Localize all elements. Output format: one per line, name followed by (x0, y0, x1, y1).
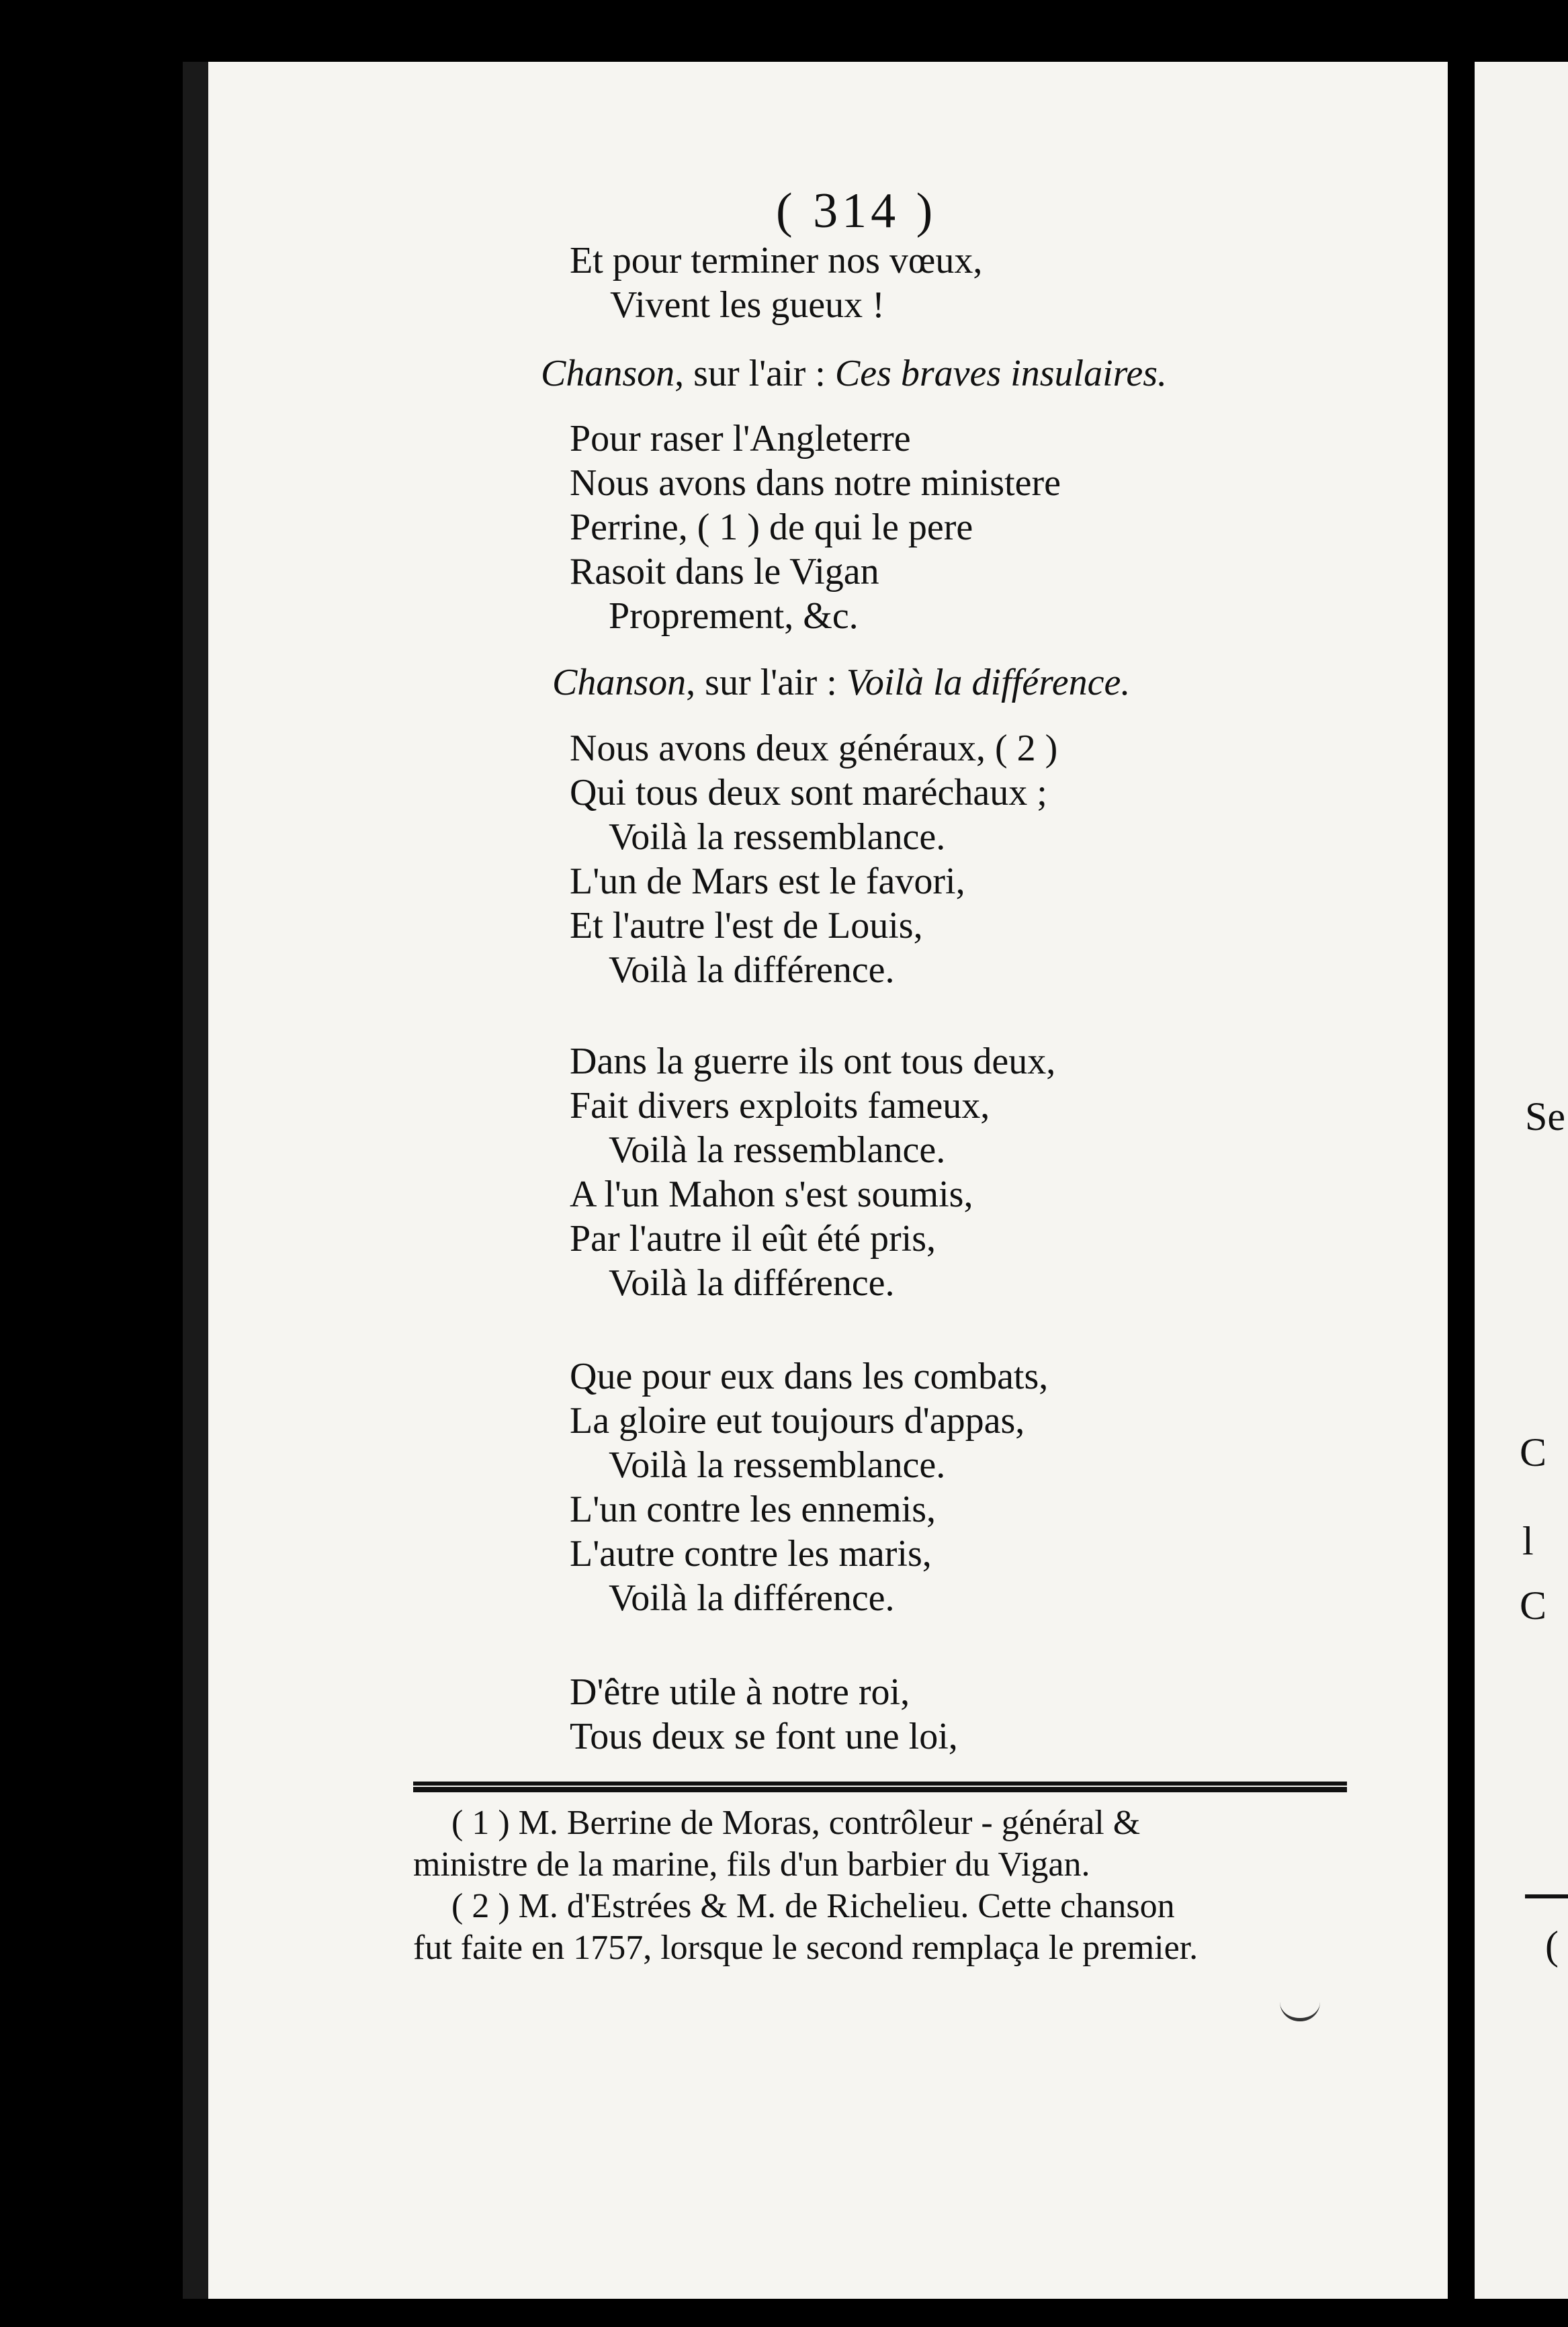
verse-line: Voilà la ressemblance. (609, 1444, 946, 1486)
verse-line: Que pour eux dans les combats, (570, 1356, 1049, 1397)
facing-page-rule (1525, 1894, 1568, 1898)
verse-line: Voilà la différence. (609, 1262, 895, 1304)
verse-line: Qui tous deux sont maréchaux ; (570, 772, 1047, 814)
song-title-air: Ces braves insulaires. (834, 353, 1168, 394)
song-title (552, 660, 1130, 705)
verse-line: L'autre contre les maris, (570, 1533, 932, 1575)
verse-line: Et pour terminer nos vœux, (570, 240, 983, 281)
footnote-line: ( 1 ) M. Berrine de Moras, contrôleur - général & (451, 1804, 1141, 1842)
song-title-middle: , sur l'air : (674, 353, 835, 394)
verse-line: Dans la guerre ils ont tous deux, (570, 1041, 1056, 1082)
verse-line: Proprement, &c. (609, 595, 859, 637)
page-number: ( 314 ) (776, 183, 937, 238)
verse-line: Voilà la différence. (609, 1577, 895, 1619)
footnote-line: fut faite en 1757, lorsque le second remplaça le premier. (413, 1929, 1199, 1967)
song-title-middle: , sur l'air : (686, 662, 846, 703)
song-title-air: Voilà la différence. (846, 662, 1131, 703)
song-title-prefix: Chanson (541, 353, 675, 394)
footnote-line: ( 2 ) M. d'Estrées & M. de Richelieu. Cette chanson (451, 1887, 1175, 1925)
song-title-prefix: Chanson (552, 662, 687, 703)
binding-shadow (183, 62, 208, 2299)
facing-page-fragment: Se (1525, 1094, 1565, 1139)
verse-line: A l'un Mahon s'est soumis, (570, 1174, 973, 1215)
verse-line: Nous avons dans notre ministere (570, 462, 1061, 504)
facing-page-fragment: l (1522, 1519, 1534, 1563)
verse-line: Voilà la ressemblance. (609, 816, 946, 858)
footnote-line: ministre de la marine, fils d'un barbier du Vigan. (413, 1845, 1090, 1884)
facing-page-fragment: ( (1545, 1923, 1559, 1968)
verse-line: Vivent les gueux ! (610, 284, 885, 326)
verse-line: Par l'autre il eût été pris, (570, 1218, 937, 1260)
verse-line: Et l'autre l'est de Louis, (570, 905, 923, 947)
verse-line: L'un de Mars est le favori, (570, 861, 965, 902)
facing-page-fragment: C (1520, 1583, 1547, 1628)
verse-line: Rasoit dans le Vigan (570, 551, 879, 592)
verse-line: Voilà la différence. (609, 949, 895, 991)
footnote-rule (413, 1782, 1347, 1787)
verse-line: L'un contre les ennemis, (570, 1489, 937, 1530)
verse-line: Voilà la ressemblance. (609, 1129, 946, 1171)
verse-line: Nous avons deux généraux, ( 2 ) (570, 728, 1058, 769)
verse-line: D'être utile à notre roi, (570, 1671, 910, 1713)
verse-line: La gloire eut toujours d'appas, (570, 1400, 1025, 1442)
verse-line: Tous deux se font une loi, (570, 1716, 958, 1757)
verse-line: Pour raser l'Angleterre (570, 418, 911, 459)
facing-page-fragment: C (1520, 1430, 1547, 1475)
song-title (541, 351, 1167, 396)
verse-line: Fait divers exploits fameux, (570, 1085, 990, 1127)
verse-line: Perrine, ( 1 ) de qui le pere (570, 507, 973, 548)
